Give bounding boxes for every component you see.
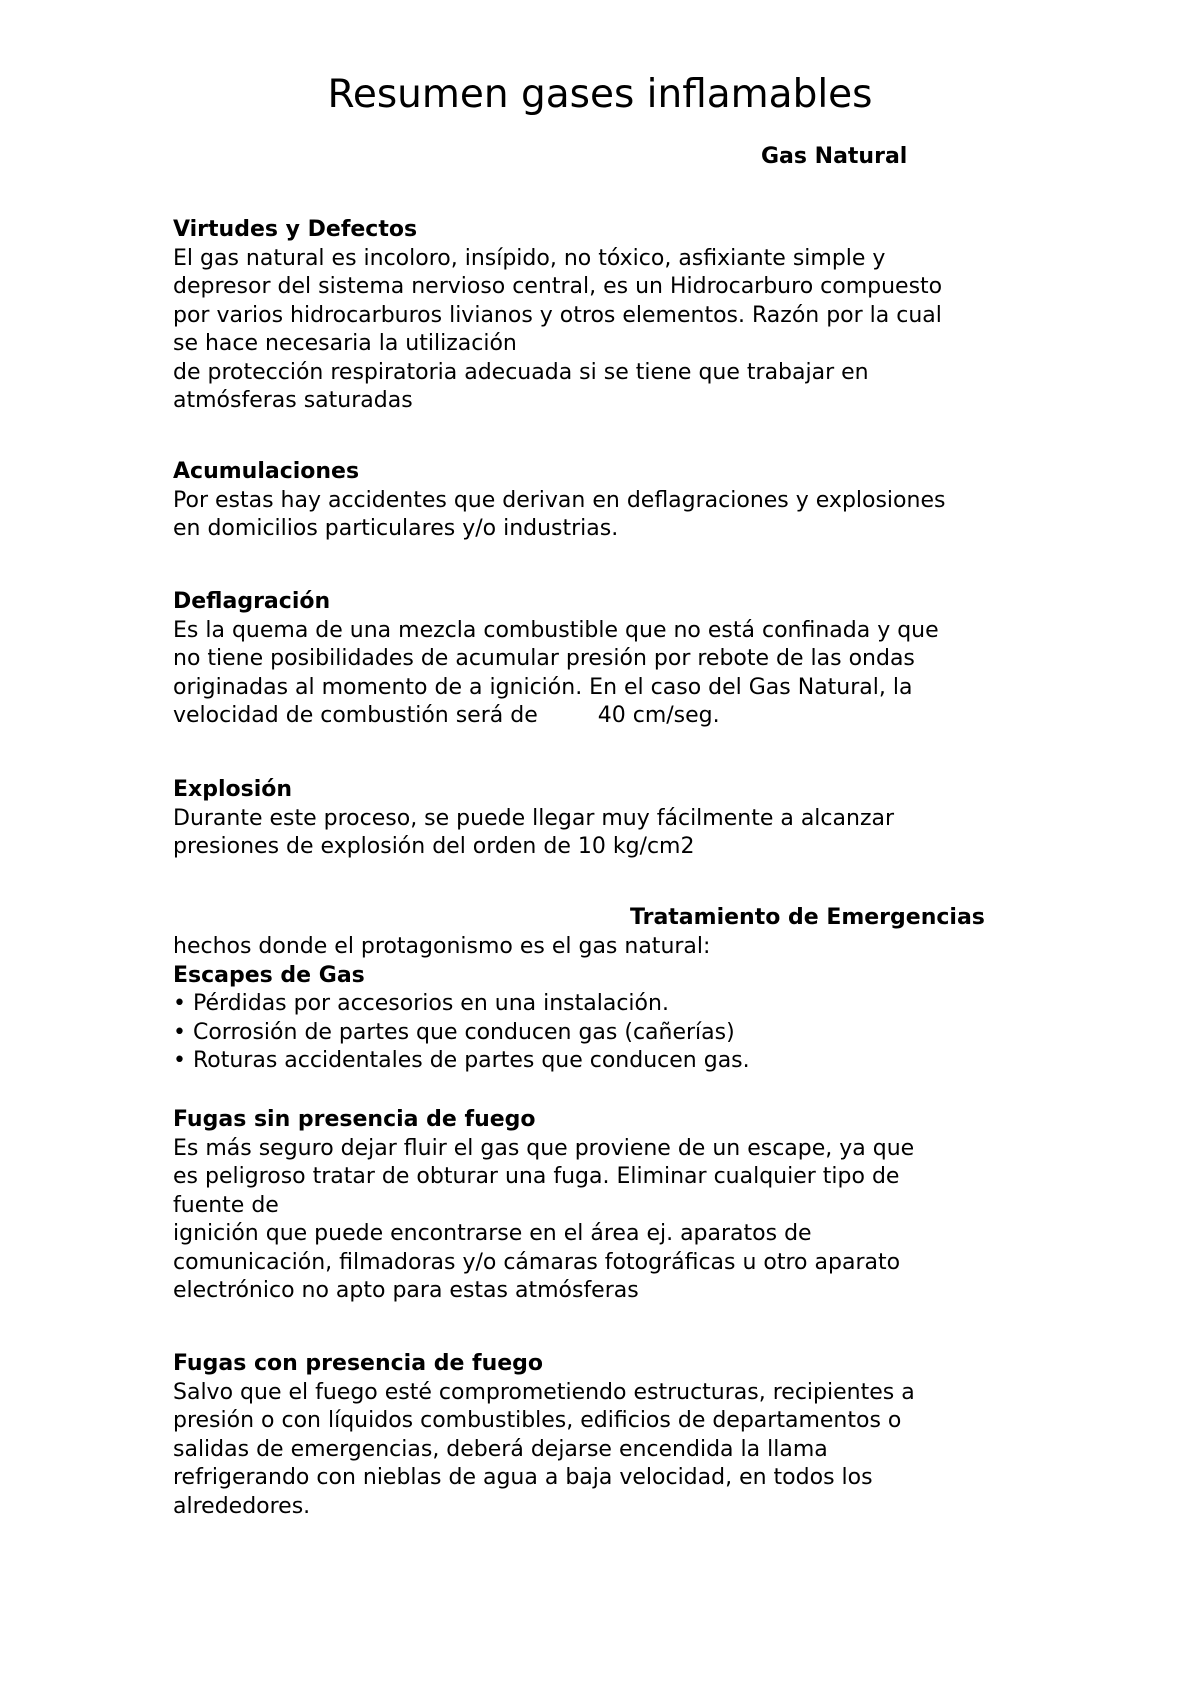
section-heading: Virtudes y Defectos (173, 217, 418, 242)
bullet-item: • Pérdidas por accesorios en una instalación. (173, 991, 669, 1016)
section-title-tratamiento: Tratamiento de Emergencias (630, 905, 985, 930)
paragraph-line: es peligroso tratar de obturar una fuga. Eliminar cualquier tipo de (173, 1164, 900, 1189)
section-heading: Fugas con presencia de fuego (173, 1351, 544, 1376)
paragraph-line: fuente de (173, 1192, 279, 1218)
paragraph-line: Es la quema de una mezcla combustible que no está confinada y que (173, 617, 939, 643)
section-escapes (173, 933, 1053, 1076)
velocity-text: velocidad de combustión será de (173, 703, 538, 728)
paragraph-line: en domicilios particulares y/o industrias. (173, 516, 619, 541)
paragraph-line: depresor del sistema nervioso central, es un Hidrocarburo compuesto (173, 274, 943, 299)
section-fugas-sin-fuego (173, 1106, 1053, 1306)
document-title: Resumen gases inflamables (327, 72, 873, 117)
paragraph-line: por varios hidrocarburos livianos y otros elementos. Razón por la cual (173, 302, 942, 328)
paragraph-line (173, 702, 1053, 731)
paragraph-line: alrededores. (173, 1493, 311, 1519)
paragraph-line: atmósferas saturadas (173, 388, 413, 413)
paragraph-line: se hace necesaria la utilización (173, 331, 517, 356)
paragraph-line: Por estas hay accidentes que derivan en deflagraciones y explosiones (173, 487, 946, 513)
section-title-gas-natural: Gas Natural (761, 144, 908, 169)
paragraph-line: comunicación, filmadoras y/o cámaras fotográficas u otro aparato (173, 1249, 901, 1275)
section-deflagracion (173, 588, 1053, 731)
section-explosion (173, 776, 1053, 862)
paragraph-line: Es más seguro dejar fluir el gas que proviene de un escape, ya que (173, 1135, 915, 1161)
intro-line: hechos donde el protagonismo es el gas natural: (173, 934, 711, 959)
paragraph-line: no tiene posibilidades de acumular presión por rebote de las ondas (173, 646, 915, 671)
paragraph-line: ignición que puede encontrarse en el área ej. aparatos de (173, 1221, 812, 1246)
paragraph-line: refrigerando con nieblas de agua a baja velocidad, en todos los (173, 1465, 873, 1490)
section-acumulaciones (173, 458, 1053, 544)
paragraph-line: presiones de explosión del orden de 10 kg/cm2 (173, 834, 695, 859)
section-heading: Deflagración (173, 589, 331, 614)
paragraph-line: Durante este proceso, se puede llegar muy fácilmente a alcanzar (173, 805, 895, 831)
paragraph-line: de protección respiratoria adecuada si se tiene que trabajar en (173, 359, 869, 385)
paragraph-line: Salvo que el fuego esté comprometiendo estructuras, recipientes a (173, 1379, 915, 1405)
paragraph-line: presión o con líquidos combustibles, edificios de departamentos o (173, 1408, 902, 1433)
bullet-item: • Roturas accidentales de partes que conducen gas. (173, 1048, 750, 1073)
section-virtudes (173, 216, 1053, 416)
paragraph-line: salidas de emergencias, deberá dejarse encendida la llama (173, 1436, 828, 1462)
section-heading: Escapes de Gas (173, 962, 365, 988)
paragraph-line: El gas natural es incoloro, insípido, no tóxico, asfixiante simple y (173, 245, 886, 271)
paragraph-line: electrónico no apto para estas atmósferas (173, 1278, 639, 1303)
paragraph-line: originadas al momento de a ignición. En el caso del Gas Natural, la (173, 674, 913, 700)
section-heading: Acumulaciones (173, 459, 360, 484)
section-heading: Explosión (173, 777, 293, 802)
section-heading: Fugas sin presencia de fuego (173, 1107, 536, 1132)
section-fugas-con-fuego (173, 1350, 1053, 1521)
velocity-value: 40 cm/seg. (597, 703, 720, 728)
bullet-item: • Corrosión de partes que conducen gas (cañerías) (173, 1019, 735, 1045)
